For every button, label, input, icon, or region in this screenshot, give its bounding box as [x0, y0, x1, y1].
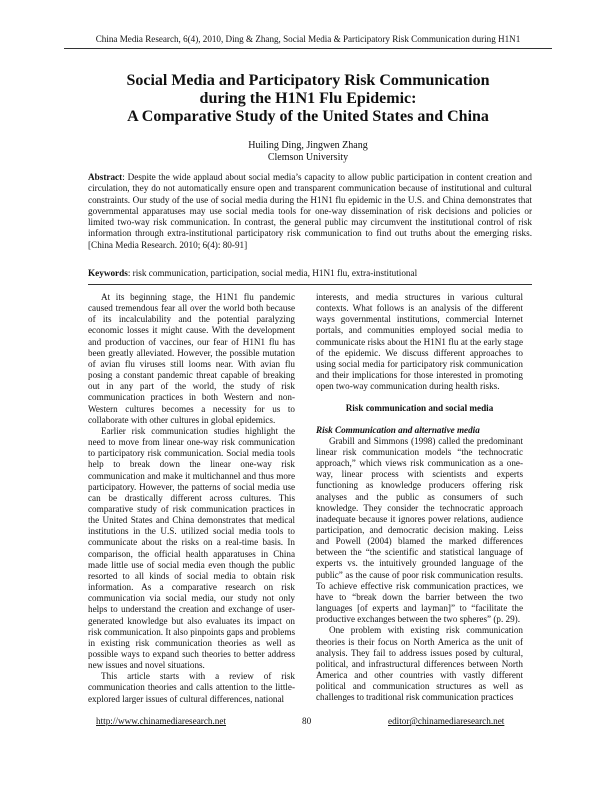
author-affiliation: Clemson University — [267, 152, 349, 163]
running-head: China Media Research, 6(4), 2010, Ding & Zhang, Social Media & Participatory Risk Communication during H1N1 — [95, 34, 521, 44]
abstract — [88, 172, 532, 251]
body-paragraph: Earlier risk communication studies highlight the need to move from linear one-way risk communication to participatory risk communication. Social media tools help to break down the linear one-way risk communication and make it multichannel and thus more participatory. However, the patterns of social media use can be drastically different across cultures. This comparative study of risk communication practices in the United States and China demonstrates that medical institutions in the U.S. utilized social media tools to communicate about the risks on a real-time basis. In comparison, the official health apparatuses in China made little use of social media even though the public resorted to all kinds of social media to obtain risk information. As a comparative research on risk communication via social media, our study not only helps to understand the creation and exchange of user-generated knowledge but also evaluates its impact on risk communication. It also pinpoints gaps and problems in existing risk communication theories as well as possible ways to expand such theories to better address new issues and novel situations. — [88, 425, 295, 671]
author-block — [64, 140, 552, 164]
title-line-2: during the H1N1 Flu Epidemic: — [199, 90, 417, 107]
title-line-3: A Comparative Study of the United States and China — [127, 108, 489, 125]
body-paragraph: One problem with existing risk communication theories is their focus on North America as the unit of analysis. They fail to address issues posed by cultural, political, and infrastructural differences between North America and other countries with vastly different political and communication structures as well as challenges to traditional risk communication practices — [316, 625, 523, 703]
body-paragraph: This article starts with a review of risk communication theories and calls attention to the little-explored larger issues of cultural differences, national — [88, 671, 295, 704]
author-names: Huiling Ding, Jingwen Zhang — [248, 140, 368, 151]
section-heading: Risk communication and social media — [345, 403, 494, 414]
subsection-heading: Risk Communication and alternative media — [316, 424, 480, 435]
article-title — [64, 72, 552, 126]
header-divider — [64, 48, 552, 49]
editor-email-link[interactable]: editor@chinamediaresearch.net — [388, 716, 505, 726]
abstract-label: Abstract — [88, 172, 123, 182]
abstract-text: : Despite the wide applaud about social media’s capacity to allow public participation in content creation and circulation, they do not automatically ensure open and transparent communication because of institutional and cultural constraints. Our study of the use of social media during the H1N1 flu epidemic in the U.S. and China demonstrates that governmental apparatuses may use social media tools for one-way dissemination of risk decisions and policies or limited two-way risk communication. In contrast, the general public may circumvent the institutional control of risk information through extra-institutional participatory risk communication to find out truths about the emerging risks. [China Media Research. 2010; 6(4): 80-91] — [88, 172, 532, 250]
page-number: 80 — [302, 716, 312, 726]
keywords-text: : risk communication, participation, social media, H1N1 flu, extra-institutional — [127, 268, 418, 278]
keywords-divider — [88, 284, 532, 285]
body-paragraph-continued: interests, and media structures in various cultural contexts. What follows is an analysis of the different ways governmental institutions, commercial Internet portals, and communities employed social media to communicate risks about the H1N1 flu at the early stage of the epidemic. We discuss different approaches to using social media for participatory risk communication and their implications for those interested in promoting open two-way communication during health risks. — [316, 292, 523, 392]
keywords — [88, 268, 532, 279]
body-paragraph: At its beginning stage, the H1N1 flu pandemic caused tremendous fear all over the world both because of its incalculability and the potential paralyzing economic losses it might cause. With the development and production of vaccines, our fear of H1N1 flu has been greatly alleviated. However, the possible mutation of avian flu viruses still looms near. With avian flu posing a constant pandemic threat capable of breaking out in any part of the world, the study of risk communication practices in both Western and non-Western cultures becomes a necessity for us to collaborate with other cultures in global epidemics. — [88, 292, 295, 425]
keywords-label: Keywords — [88, 268, 128, 278]
body-column-left — [88, 292, 295, 705]
body-paragraph: Grabill and Simmons (1998) called the predominant linear risk communication models “the technocratic approach,” which views risk communication as a one-way, linear process with scientists and experts functioning as knowledge producers offering risk analyses and the public as consumers of such knowledge. They consider the technocratic approach inadequate because it ignores power relations, audience participation, and democratic decision making. Leiss and Powell (2004) blamed the marked differences between the “the scientific and statistical language of experts vs. the intuitively grounded language of the public” as the cause of poor risk communication results. To achieve effective risk communication practices, we have to “break down the barrier between the two languages [of experts and layman]” to “facilitate the productive exchanges between the two spheres” (p. 29). — [316, 435, 523, 625]
body-column-right — [316, 292, 523, 703]
website-link[interactable]: http://www.chinamediaresearch.net — [96, 716, 227, 726]
title-line-1: Social Media and Participatory Risk Communication — [126, 72, 490, 89]
